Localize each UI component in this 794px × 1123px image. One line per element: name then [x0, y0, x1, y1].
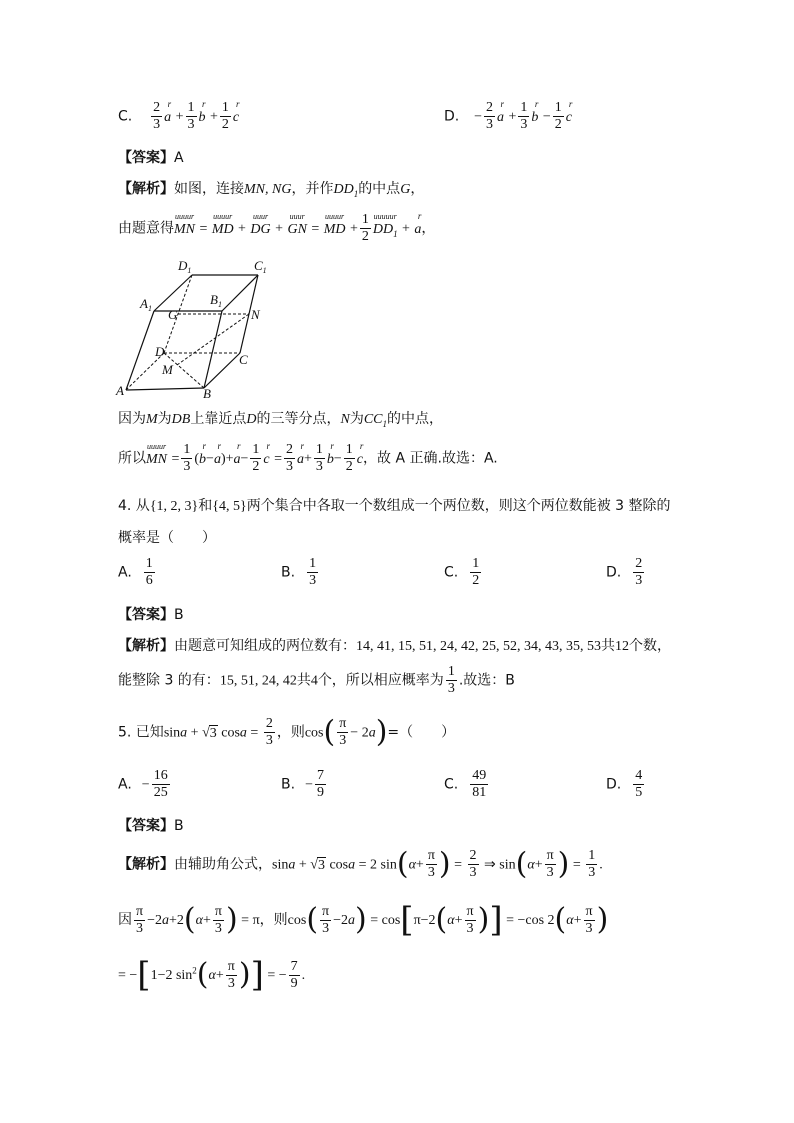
- option-fraction: $\frac{1}{6}$: [145, 556, 153, 588]
- fraction: $\frac{\pi}{3}$: [339, 716, 347, 748]
- option-fraction: $\frac{1}{3}$: [309, 556, 317, 588]
- edge-bc: [204, 353, 240, 388]
- analysis-text: 能整除 3 的有：: [118, 672, 220, 689]
- option-a: [118, 556, 157, 589]
- option-fraction: $\frac{2}{3}$: [635, 556, 643, 588]
- label-c: C: [239, 352, 248, 367]
- point-n: N: [340, 412, 350, 427]
- option-fraction: $\frac{16}{25}$: [153, 768, 168, 800]
- analysis-text: 的中点，: [387, 411, 443, 427]
- answer-prefix: 【答案】: [118, 607, 174, 623]
- fraction: $\frac{1}{2}$: [361, 212, 369, 244]
- analysis-text: 由题意可知组成的两位数有：: [174, 638, 356, 654]
- vector-md: uuuur MD: [211, 211, 234, 237]
- count: 4: [310, 673, 318, 689]
- option-fraction: $\frac{7}{9}$: [316, 768, 324, 800]
- option-sign: −: [305, 777, 313, 793]
- fraction: $\frac{1}{3}$: [520, 100, 528, 132]
- vector-c: c r: [232, 98, 240, 125]
- option-b: [281, 556, 320, 589]
- analysis-text: 由辅助角公式，: [174, 856, 272, 873]
- fraction: $\frac{2}{3}$: [285, 442, 293, 474]
- answer-value: B: [174, 607, 184, 623]
- answer-prefix: 【答案】: [118, 818, 174, 834]
- q3-analysis-line1: [118, 178, 424, 199]
- answer-value: B: [174, 818, 184, 834]
- option-label: C.: [118, 108, 133, 125]
- number-list: 15, 51, 24, 42: [219, 673, 297, 689]
- option-c: [444, 768, 490, 801]
- math-segments: MN, NG: [244, 182, 292, 197]
- point-d: D: [246, 412, 257, 427]
- q5-analysis-line3: = −[1−2 $\sin^2(\alpha+$ $\frac{\pi}{3}$ )] = − $\frac{7}{9}$ .: [118, 955, 306, 995]
- option-label: C.: [444, 776, 459, 793]
- fraction: $\frac{2}{3}$: [153, 100, 161, 132]
- analysis-prefix: 【解析】: [118, 181, 174, 197]
- analysis-text: 上靠近点: [190, 411, 247, 427]
- question-text: 5. 已知: [118, 724, 164, 741]
- answer-prefix: 【答案】: [118, 150, 174, 166]
- set-2: {4, 5}: [212, 499, 247, 514]
- vector-mn: uuuur MN: [174, 211, 195, 237]
- analysis-prefix: 【解析】: [118, 638, 174, 654]
- analysis-text: .故选：B: [458, 672, 515, 689]
- edge-b1c1: [222, 275, 258, 311]
- q3-option-c: C. $\frac{2}{3}$ a r + $\frac{1}{3}$ b r + $\frac{1}{2}$ c r: [118, 98, 240, 132]
- question-text: 4. 从: [118, 498, 150, 514]
- label-d: D: [155, 344, 165, 359]
- vector-b: b r: [198, 98, 206, 125]
- count: 12: [615, 639, 629, 654]
- parallelepiped-figure: [112, 255, 282, 400]
- analysis-text: 个数，: [629, 638, 671, 654]
- vector-a: a r: [414, 210, 422, 237]
- question-text: 两个集合中各取一个数组成一个两位数，则这个两位数能被 3 整除的: [246, 498, 671, 514]
- label-b1: $B_1$: [210, 292, 222, 309]
- label-a: A: [116, 383, 124, 398]
- vector-mn: uuuur MN: [146, 441, 167, 467]
- option-c: [444, 556, 483, 589]
- analysis-text: ，故 A 正确.故选：A.: [363, 450, 498, 467]
- fraction: $\frac{\pi}{3}$: [322, 903, 330, 936]
- segment-db: DB: [171, 412, 191, 427]
- vector-md: uuuur MD: [323, 211, 346, 237]
- option-fraction: $\frac{49}{81}$: [472, 768, 487, 800]
- option-label: D.: [606, 776, 622, 793]
- analysis-text: 共: [601, 638, 615, 654]
- vector-b: b r: [531, 98, 539, 125]
- segment-dd1: $DD_1$: [333, 182, 359, 199]
- vector-a: a r: [164, 98, 172, 125]
- q5-stem: 5. 已知sina + √3 cosa = $\frac{2}{3}$ ，则cos( $\frac{\pi}{3}$ − 2a)=（ ）: [118, 714, 456, 750]
- option-d: [606, 556, 646, 589]
- fraction: $\frac{1}{3}$: [447, 664, 455, 696]
- fraction: $\frac{\pi}{3}$: [427, 848, 435, 880]
- option-label: C.: [444, 564, 459, 581]
- analysis-text: 因: [118, 912, 132, 928]
- analysis-text: 因为: [118, 411, 146, 427]
- fraction: $\frac{1}{2}$: [345, 442, 353, 474]
- fraction: $\frac{1}{3}$: [588, 848, 596, 880]
- q3-because-line: [118, 408, 443, 429]
- analysis-text: ，: [410, 181, 425, 197]
- vector-a: a r: [497, 98, 505, 125]
- q5-analysis-line2: 因 $\frac{\pi}{3}$ −2a+2(α+ $\frac{\pi}{3}$ ) = π，则cos( $\frac{\pi}{3}$ −2a) = cos[π−2(α+ $\frac{\pi}{3}$ )] = −cos 2(α+ $\frac{\pi}{3}$ ): [118, 900, 609, 940]
- q3-answer: [118, 147, 184, 167]
- option-b: [281, 768, 328, 801]
- fraction: $\frac{1}{2}$: [252, 442, 260, 474]
- question-text: 概率是（ ）: [118, 530, 216, 546]
- answer-value: A: [174, 150, 184, 166]
- q4-analysis-line1: [118, 635, 671, 655]
- option-a: [118, 768, 172, 801]
- edge-a1d1: [154, 275, 192, 311]
- analysis-text: 共: [296, 672, 311, 689]
- point-m: M: [146, 412, 158, 427]
- label-m: M: [162, 362, 173, 377]
- analysis-text: 由题意得: [118, 220, 174, 237]
- analysis-text: 为: [349, 411, 364, 427]
- edge-b1b: [204, 311, 222, 388]
- option-label: D.: [444, 108, 460, 125]
- option-d: [606, 768, 646, 801]
- fraction: $\frac{1}{3}$: [187, 100, 195, 132]
- vector-c: c r: [565, 98, 573, 125]
- label-b: B: [203, 386, 211, 400]
- question-text: =（ ）: [387, 724, 456, 741]
- label-n: N: [251, 307, 260, 322]
- option-sign: −: [141, 777, 150, 793]
- vector-dg: uuur DG: [250, 211, 271, 237]
- fraction: $\frac{\pi}{3}$: [214, 903, 222, 936]
- fraction: $\frac{1}{2}$: [554, 100, 562, 132]
- option-label: A.: [118, 776, 132, 793]
- analysis-text: 如图，连接: [174, 181, 244, 197]
- option-label: B.: [281, 564, 296, 581]
- option-label: D.: [606, 564, 622, 581]
- analysis-prefix: 【解析】: [118, 856, 174, 873]
- label-d1: $D_1$: [178, 258, 192, 275]
- analysis-text: 为: [157, 411, 172, 427]
- question-text: ，则: [276, 724, 305, 741]
- fraction: $\frac{2}{3}$: [469, 848, 477, 880]
- q4-answer: [118, 604, 184, 624]
- option-fraction: $\frac{4}{5}$: [635, 768, 643, 800]
- vector-gn: uuur GN: [287, 211, 307, 237]
- fraction: $\frac{7}{9}$: [290, 958, 298, 991]
- q5-analysis-line1: 【解析】由辅助角公式，sina + √3 cosa = 2 sin(α+ $\frac{\pi}{3}$ ) = $\frac{2}{3}$ ⇒ sin(α+ $\frac{\pi}{3}$ ) = $\frac{1}{3}$ .: [118, 846, 603, 882]
- q4-stem-line1: [118, 495, 671, 515]
- q3-option-d: D. − $\frac{2}{3}$ a r + $\frac{1}{3}$ b r − $\frac{1}{2}$ c r: [444, 98, 573, 132]
- edge-ab: [126, 388, 204, 390]
- fraction: $\frac{1}{3}$: [315, 442, 323, 474]
- q5-answer: [118, 815, 184, 835]
- analysis-text: ，并作: [291, 181, 334, 197]
- analysis-text: ，则: [259, 912, 288, 928]
- analysis-text: 的中点: [358, 181, 401, 197]
- edge-a1a: [126, 311, 154, 390]
- q4-analysis-line2: [118, 664, 515, 697]
- label-a1: $A_1$: [140, 296, 152, 313]
- set-1: {1, 2, 3}: [149, 499, 199, 514]
- option-label: B.: [281, 776, 296, 793]
- point-g: G: [400, 182, 411, 197]
- fraction: $\frac{2}{3}$: [265, 716, 273, 748]
- q3-so-line: 所以 uuuur MN = $\frac{1}{3}$ (b r −a r )+a r − $\frac{1}{2}$ c r = $\frac{2}{3}$ a r + $\frac{1}{3}$ b r − $\frac{1}{2}$ c r ，故 A 正确.故选：A.: [118, 440, 498, 474]
- segment-cc1: $CC_1$: [363, 412, 387, 429]
- fraction: $\frac{\pi}{3}$: [585, 903, 593, 936]
- option-label: A.: [118, 564, 132, 581]
- fraction: $\frac{\pi}{3}$: [466, 903, 474, 936]
- q4-stem-line2: [118, 527, 216, 547]
- fraction: $\frac{2}{3}$: [486, 100, 494, 132]
- analysis-text: 个，所以相应概率为: [317, 672, 444, 689]
- label-c1: $C_1$: [254, 258, 267, 275]
- question-text: 和: [198, 498, 213, 514]
- fraction: $\frac{\pi}{3}$: [227, 958, 235, 991]
- analysis-text: 所以: [118, 450, 146, 467]
- label-g: G: [168, 307, 178, 322]
- vector-dd1: uuuuur $DD_1$: [372, 211, 398, 239]
- analysis-text: 的三等分点，: [256, 411, 341, 427]
- fraction: $\frac{1}{2}$: [221, 100, 229, 132]
- fraction: $\frac{1}{3}$: [183, 442, 191, 474]
- q3-vector-equation: 由题意得 uuuur MN = uuuur MD + uuur DG + uuur GN = uuuur MD + $\frac{1}{2}$ uuuuur $DD_1 + a$ r ，: [118, 210, 436, 244]
- option-fraction: $\frac{1}{2}$: [472, 556, 480, 588]
- fraction: $\frac{\pi}{3}$: [546, 848, 554, 880]
- fraction: $\frac{\pi}{3}$: [136, 903, 144, 936]
- number-list: 14, 41, 15, 51, 24, 42, 25, 52, 34, 43, 35, 53: [356, 639, 601, 654]
